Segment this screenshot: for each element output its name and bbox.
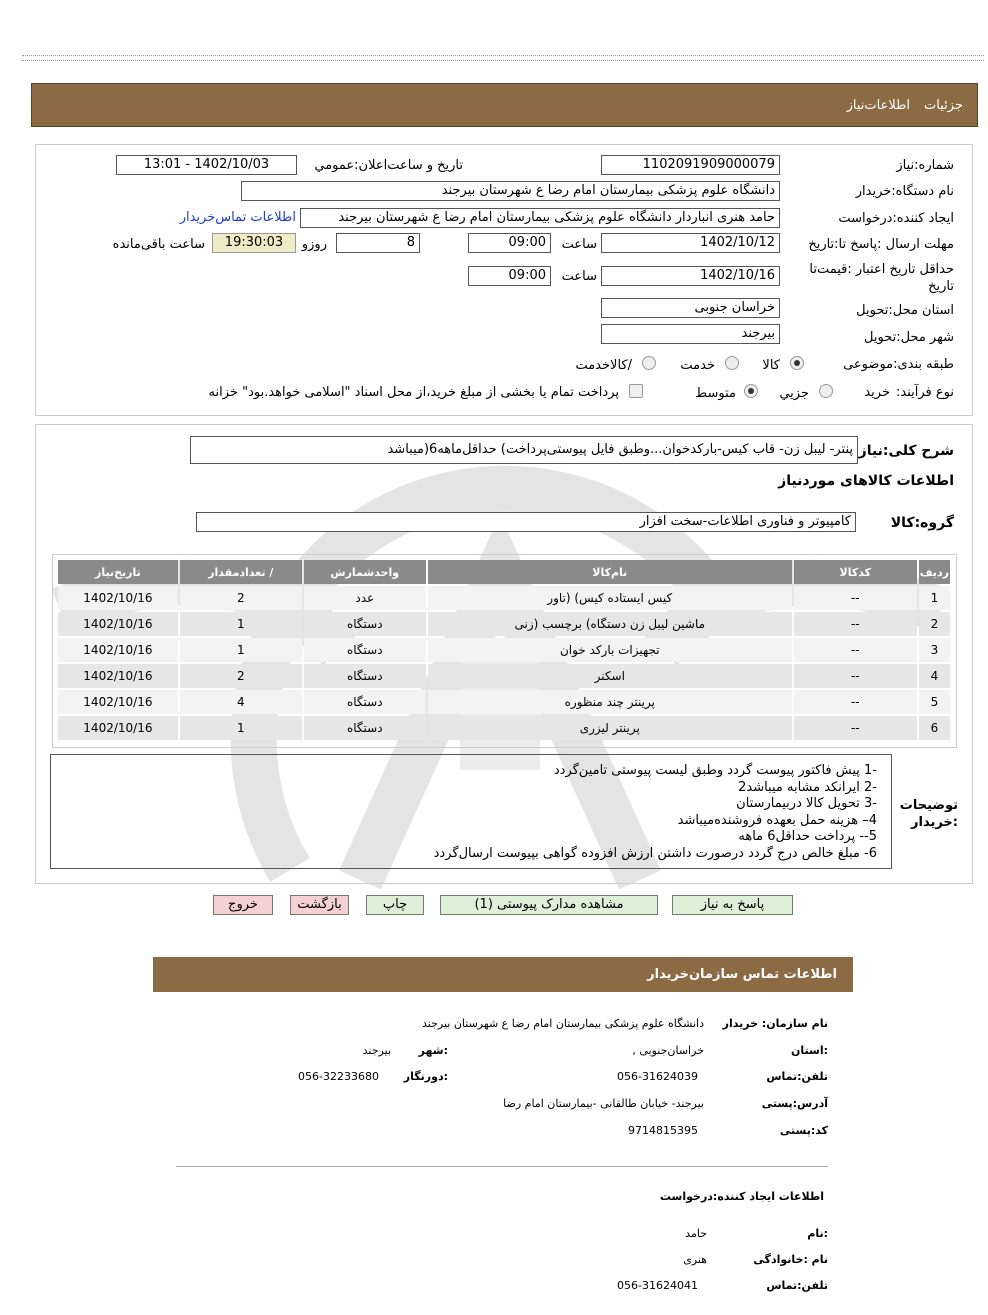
goods-group-label: گروه:کالا <box>890 515 954 531</box>
goods-name-cell: پرینتر چند منظوره <box>428 690 792 714</box>
creator-family-value: هنری <box>683 1253 707 1266</box>
goods-table <box>56 558 952 742</box>
col-unit-header: واحدشمارش <box>304 560 426 584</box>
unit-cell: دستگاه <box>304 690 426 714</box>
postal-value: 9714815395 <box>628 1124 698 1137</box>
col-date-header: تاریخ‌نیاز <box>58 560 178 584</box>
tab-details[interactable]: جزئیات <box>924 97 963 113</box>
category-goods-text: کالا <box>762 358 780 373</box>
summary-field: پنتر- لیبل زن- قاب کیس-بارکدخوان...وطبق فایل پیوستی‌پرداخت) حداقل‌ماهه6(میباشد <box>190 436 858 464</box>
postal-label: کد:پستی <box>779 1124 828 1137</box>
city-contact-label: :شهر <box>418 1044 448 1057</box>
buyer-desc-line: 5-- پرداخت حداقل6 ماهه <box>738 829 877 844</box>
goods-name-cell: تجهیزات بارکد خوان <box>428 638 792 662</box>
exit-button[interactable]: خروج <box>213 895 273 915</box>
col-row-header: ردیف <box>919 560 950 584</box>
days-label: روزو <box>301 237 327 252</box>
quantity-cell: 4 <box>180 690 302 714</box>
creator-name-value: حامد <box>685 1227 707 1240</box>
fax-value: 056-32233680 <box>298 1070 379 1083</box>
summary-label: شرح کلی:نیاز <box>858 443 954 459</box>
goods-table-body <box>58 586 950 740</box>
buyer-desc-line: 4– هزینه حمل بعهده فروشنده‌میباشد <box>677 812 877 828</box>
goods-code-cell: -- <box>794 612 917 636</box>
goods-code-cell: -- <box>794 690 917 714</box>
treasury-payment-checkbox[interactable] <box>629 384 643 398</box>
reply-button[interactable]: پاسخ به نیاز <box>672 895 793 915</box>
validity-label: حداقل تاریخ اعتبار :قیمت‌تا تاریخ <box>809 262 954 294</box>
goods-code-cell: -- <box>794 716 917 740</box>
need-date-cell: 1402/10/16 <box>58 716 178 740</box>
fax-label: :دورنگار <box>403 1070 448 1083</box>
row-number-cell: 4 <box>919 664 950 688</box>
print-button[interactable]: چاپ <box>366 895 424 915</box>
buyer-desc-box <box>50 754 892 869</box>
validity-time-label: ساعت <box>561 269 597 284</box>
quantity-cell: 2 <box>180 586 302 610</box>
size-medium-text: متوسط <box>695 386 736 401</box>
unit-cell: دستگاه <box>304 612 426 636</box>
goods-name-cell: ماشین لیبل زن دستگاه) برچسب (زنی <box>428 612 792 636</box>
size-medium-radio[interactable] <box>744 384 758 398</box>
table-row <box>58 612 950 636</box>
buyer-desc-label: توضیحات :خریدار <box>899 798 958 830</box>
announce-field: 1402/10/03 - 13:01 <box>116 155 297 175</box>
category-label: طبقه بندی:موضوعی <box>843 357 954 372</box>
goods-name-cell: پرینتر لیزری <box>428 716 792 740</box>
buyer-desc-line: -2 ایرانکد مشابه میباشد2 <box>738 779 877 795</box>
creator-phone-label: تلفن:تماس <box>766 1279 828 1292</box>
buyer-desc-line: -1 پیش فاکتور پیوست گردد وطبق لیست پیوستی تامین‌گردد <box>553 763 877 778</box>
creator-label: ایجاد کننده:درخواست <box>838 211 954 226</box>
remaining-label: ساعت باقی‌مانده <box>112 237 205 252</box>
size-small-text: جزیي <box>779 386 809 401</box>
need-date-cell: 1402/10/16 <box>58 638 178 662</box>
province-label: استان محل:تحویل <box>856 303 954 318</box>
process-label: نوع فرآیند: <box>896 385 954 400</box>
contact-section-title: اطلاعات تماس سازمان‌خریدار <box>647 967 837 982</box>
quantity-cell: 1 <box>180 716 302 740</box>
validity-date-field: 1402/10/16 <box>601 266 780 286</box>
table-row <box>58 586 950 610</box>
details-header-bar <box>31 83 978 127</box>
creator-info-title: اطلاعات ایجاد کننده:درخواست <box>659 1190 824 1203</box>
category-both-text: /کالاخدمت <box>575 358 632 373</box>
province-contact-label: :استان <box>791 1044 828 1057</box>
goods-info-title: اطلاعات کالاهای مورد‌نیاز <box>778 473 954 489</box>
province-contact-value: خراسان‌جنوبی , <box>632 1044 704 1057</box>
row-number-cell: 3 <box>919 638 950 662</box>
unit-cell: دستگاه <box>304 664 426 688</box>
days-field: 8 <box>336 233 420 253</box>
city-label: شهر محل:تحویل <box>864 330 954 345</box>
buyer-org-field: دانشگاه علوم پزشکی بیمارستان امام رضا ع شهرستان بیرجند <box>241 181 780 201</box>
creator-phone-value: 056-31624041 <box>617 1279 698 1292</box>
validity-time-field: 09:00 <box>468 266 551 286</box>
deadline-label: مهلت ارسال :پاسخ تا:تاریخ <box>808 237 954 252</box>
row-number-cell: 1 <box>919 586 950 610</box>
row-number-cell: 2 <box>919 612 950 636</box>
goods-name-cell: اسکنر <box>428 664 792 688</box>
need-date-cell: 1402/10/16 <box>58 612 178 636</box>
table-row <box>58 716 950 740</box>
buyer-desc-line: 6- مبلغ خالص درج گردد درصورت داشتن ارزش افزوده گواهی بپیوست ارسال‌گردد <box>433 845 877 861</box>
address-value: بیرجند- خیابان طالقانی -بیمارستان امام رضا <box>503 1097 704 1110</box>
back-button[interactable]: بازگشت <box>290 895 349 915</box>
process-buy-text: خرید <box>864 385 890 400</box>
address-label: آدرس:پستی <box>761 1097 828 1110</box>
creator-name-label: :نام <box>807 1227 828 1240</box>
deadline-time-field: 09:00 <box>468 233 551 253</box>
contact-section-bar <box>153 957 853 992</box>
quantity-cell: 1 <box>180 612 302 636</box>
goods-group-field: کامپیوتر و فناوری اطلاعات-سخت افزار <box>196 512 856 532</box>
org-label: نام سازمان: خریدار <box>722 1017 828 1030</box>
quantity-cell: 2 <box>180 664 302 688</box>
province-field: خراسان جنوبی <box>601 298 780 318</box>
category-service-radio[interactable] <box>725 356 739 370</box>
need-no-field: 1102091909000079 <box>601 155 780 175</box>
goods-name-cell: کیس ایستاده کیس) (تاور <box>428 586 792 610</box>
deadline-time-label: ساعت <box>561 237 597 252</box>
category-both-radio[interactable] <box>642 356 656 370</box>
col-code-header: کدکالا <box>794 560 917 584</box>
category-service-text: خدمت <box>680 358 715 373</box>
quantity-cell: 1 <box>180 638 302 662</box>
row-number-cell: 5 <box>919 690 950 714</box>
creator-field: حامد هنری انباردار دانشگاه علوم پزشکی بیمارستان امام رضا ع شهرستان بیرجند <box>300 208 780 228</box>
col-qty-header: / تعدادمقدار <box>180 560 302 584</box>
unit-cell: دستگاه <box>304 638 426 662</box>
buyer-org-label: نام دستگاه:خریدار <box>855 184 954 199</box>
goods-code-cell: -- <box>794 664 917 688</box>
need-date-cell: 1402/10/16 <box>58 664 178 688</box>
deadline-date-field: 1402/10/12 <box>601 233 780 253</box>
payment-note-text: پرداخت تمام یا بخشی از مبلغ خرید،از محل اسناد "اسلامی خواهد.بود" خزانه <box>208 385 619 400</box>
remaining-time-field: 19:30:03 <box>212 233 296 253</box>
unit-cell: عدد <box>304 586 426 610</box>
unit-cell: دستگاه <box>304 716 426 740</box>
row-number-cell: 6 <box>919 716 950 740</box>
city-field: بیرجند <box>601 324 780 344</box>
goods-code-cell: -- <box>794 638 917 662</box>
tab-need-info[interactable]: اطلاعات‌نیاز <box>846 97 911 113</box>
table-row <box>58 638 950 662</box>
contact-divider <box>176 1166 828 1167</box>
table-row <box>58 690 950 714</box>
attachments-button[interactable]: مشاهده مدارک پیوستی (1) <box>440 895 658 915</box>
need-date-cell: 1402/10/16 <box>58 586 178 610</box>
category-goods-radio[interactable] <box>790 356 804 370</box>
creator-family-label: نام :خانوادگی <box>753 1253 828 1266</box>
size-small-radio[interactable] <box>819 384 833 398</box>
announce-label: تاریخ و ساعت‌اعلان:عمومي <box>314 158 463 173</box>
need-date-cell: 1402/10/16 <box>58 690 178 714</box>
col-name-header: نام‌کالا <box>428 560 792 584</box>
org-value: دانشگاه علوم پزشکی بیمارستان امام رضا ع شهرستان بیرجند <box>422 1017 704 1030</box>
phone-value: 056-31624039 <box>617 1070 698 1083</box>
table-row <box>58 664 950 688</box>
phone-label: تلفن:تماس <box>766 1070 828 1083</box>
table-header-row <box>58 560 950 584</box>
top-dotted-separator <box>22 55 984 61</box>
goods-code-cell: -- <box>794 586 917 610</box>
buyer-desc-line: -3 تحویل کالا دربیمارستان <box>736 796 877 811</box>
buyer-contact-link[interactable]: اطلاعات تماس‌خریدار <box>179 210 296 225</box>
city-contact-value: بیرجند <box>362 1044 391 1057</box>
need-no-label: شماره:نیاز <box>896 158 954 173</box>
